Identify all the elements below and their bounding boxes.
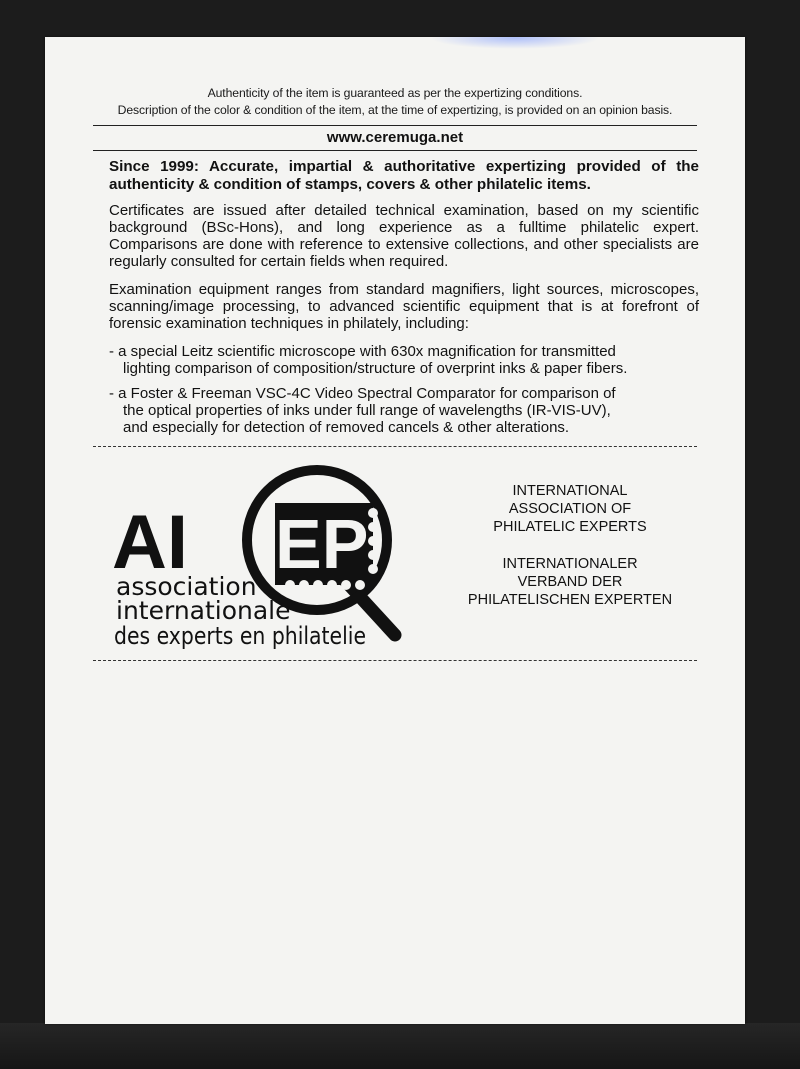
logo-subtitle-line-1: association	[116, 572, 257, 601]
equipment-line: the optical properties of inks under full range of wavelengths (IR-VIS-UV),	[123, 402, 611, 419]
bottom-divider-dashed	[93, 660, 697, 661]
section-divider-dashed	[93, 446, 697, 447]
logo-letters-ep: EP	[275, 505, 369, 583]
association-en-line: ASSOCIATION OF	[508, 501, 632, 517]
disclaimer-line-1: Authenticity of the item is guaranteed as per the expertizing conditions.	[207, 86, 583, 100]
website-divider	[93, 150, 697, 151]
scan-background-stripe	[0, 1023, 800, 1069]
equipment-line: lighting comparison of composition/structure of overprint inks & paper fibers.	[123, 360, 628, 377]
disclaimer-line-2: Description of the color & condition of the item, at the time of expertizing, is provided on an opinion basis.	[117, 103, 673, 117]
certificate-back-page	[45, 37, 745, 1024]
disclaimer	[93, 85, 697, 119]
top-divider	[93, 125, 697, 126]
equipment-item-spectral-comparator	[109, 385, 701, 436]
logo-subtitle-line-3: des experts en philatelie	[114, 622, 366, 650]
intro-headline: Since 1999: Accurate, impartial & authoritative expertizing provided of the authenticity & condition of stamps, covers & other philatelic items.	[109, 158, 699, 193]
aiep-logo	[110, 455, 410, 655]
association-de-line: INTERNATIONALER	[502, 556, 638, 572]
logo-letters-ai: AI	[112, 500, 188, 585]
equipment-line: - a special Leitz scientific microscope with 630x magnification for transmitted	[109, 343, 616, 360]
association-de-line: VERBAND DER	[517, 574, 623, 590]
intro-paragraph-1: Certificates are issued after detailed technical examination, based on my scientific background (BSc-Hons), and long experience as a fulltime philatelic expert. Comparisons are done with reference to extensive collections, and other specialists are regularly consulted for certain fields when required.	[109, 202, 699, 270]
website-link[interactable]: www.ceremuga.net	[326, 129, 464, 146]
logo-subtitle-line-2: internationale	[116, 596, 291, 625]
association-name-german	[440, 555, 700, 609]
scanner-glare	[430, 37, 600, 49]
association-de-line: PHILATELISCHEN EXPERTEN	[467, 592, 673, 608]
association-name-english	[440, 482, 700, 536]
intro-paragraph-2: Examination equipment ranges from standard magnifiers, light sources, microscopes, scanning/image processing, to advanced scientific equipment that is at forefront of forensic examination techniques in philately, including:	[109, 281, 699, 332]
equipment-line: and especially for detection of removed cancels & other alterations.	[123, 419, 570, 436]
equipment-item-microscope	[109, 343, 701, 377]
association-en-line: INTERNATIONAL	[512, 483, 628, 499]
association-en-line: PHILATELIC EXPERTS	[493, 519, 647, 535]
equipment-line: - a Foster & Freeman VSC-4C Video Spectral Comparator for comparison of	[109, 385, 616, 402]
